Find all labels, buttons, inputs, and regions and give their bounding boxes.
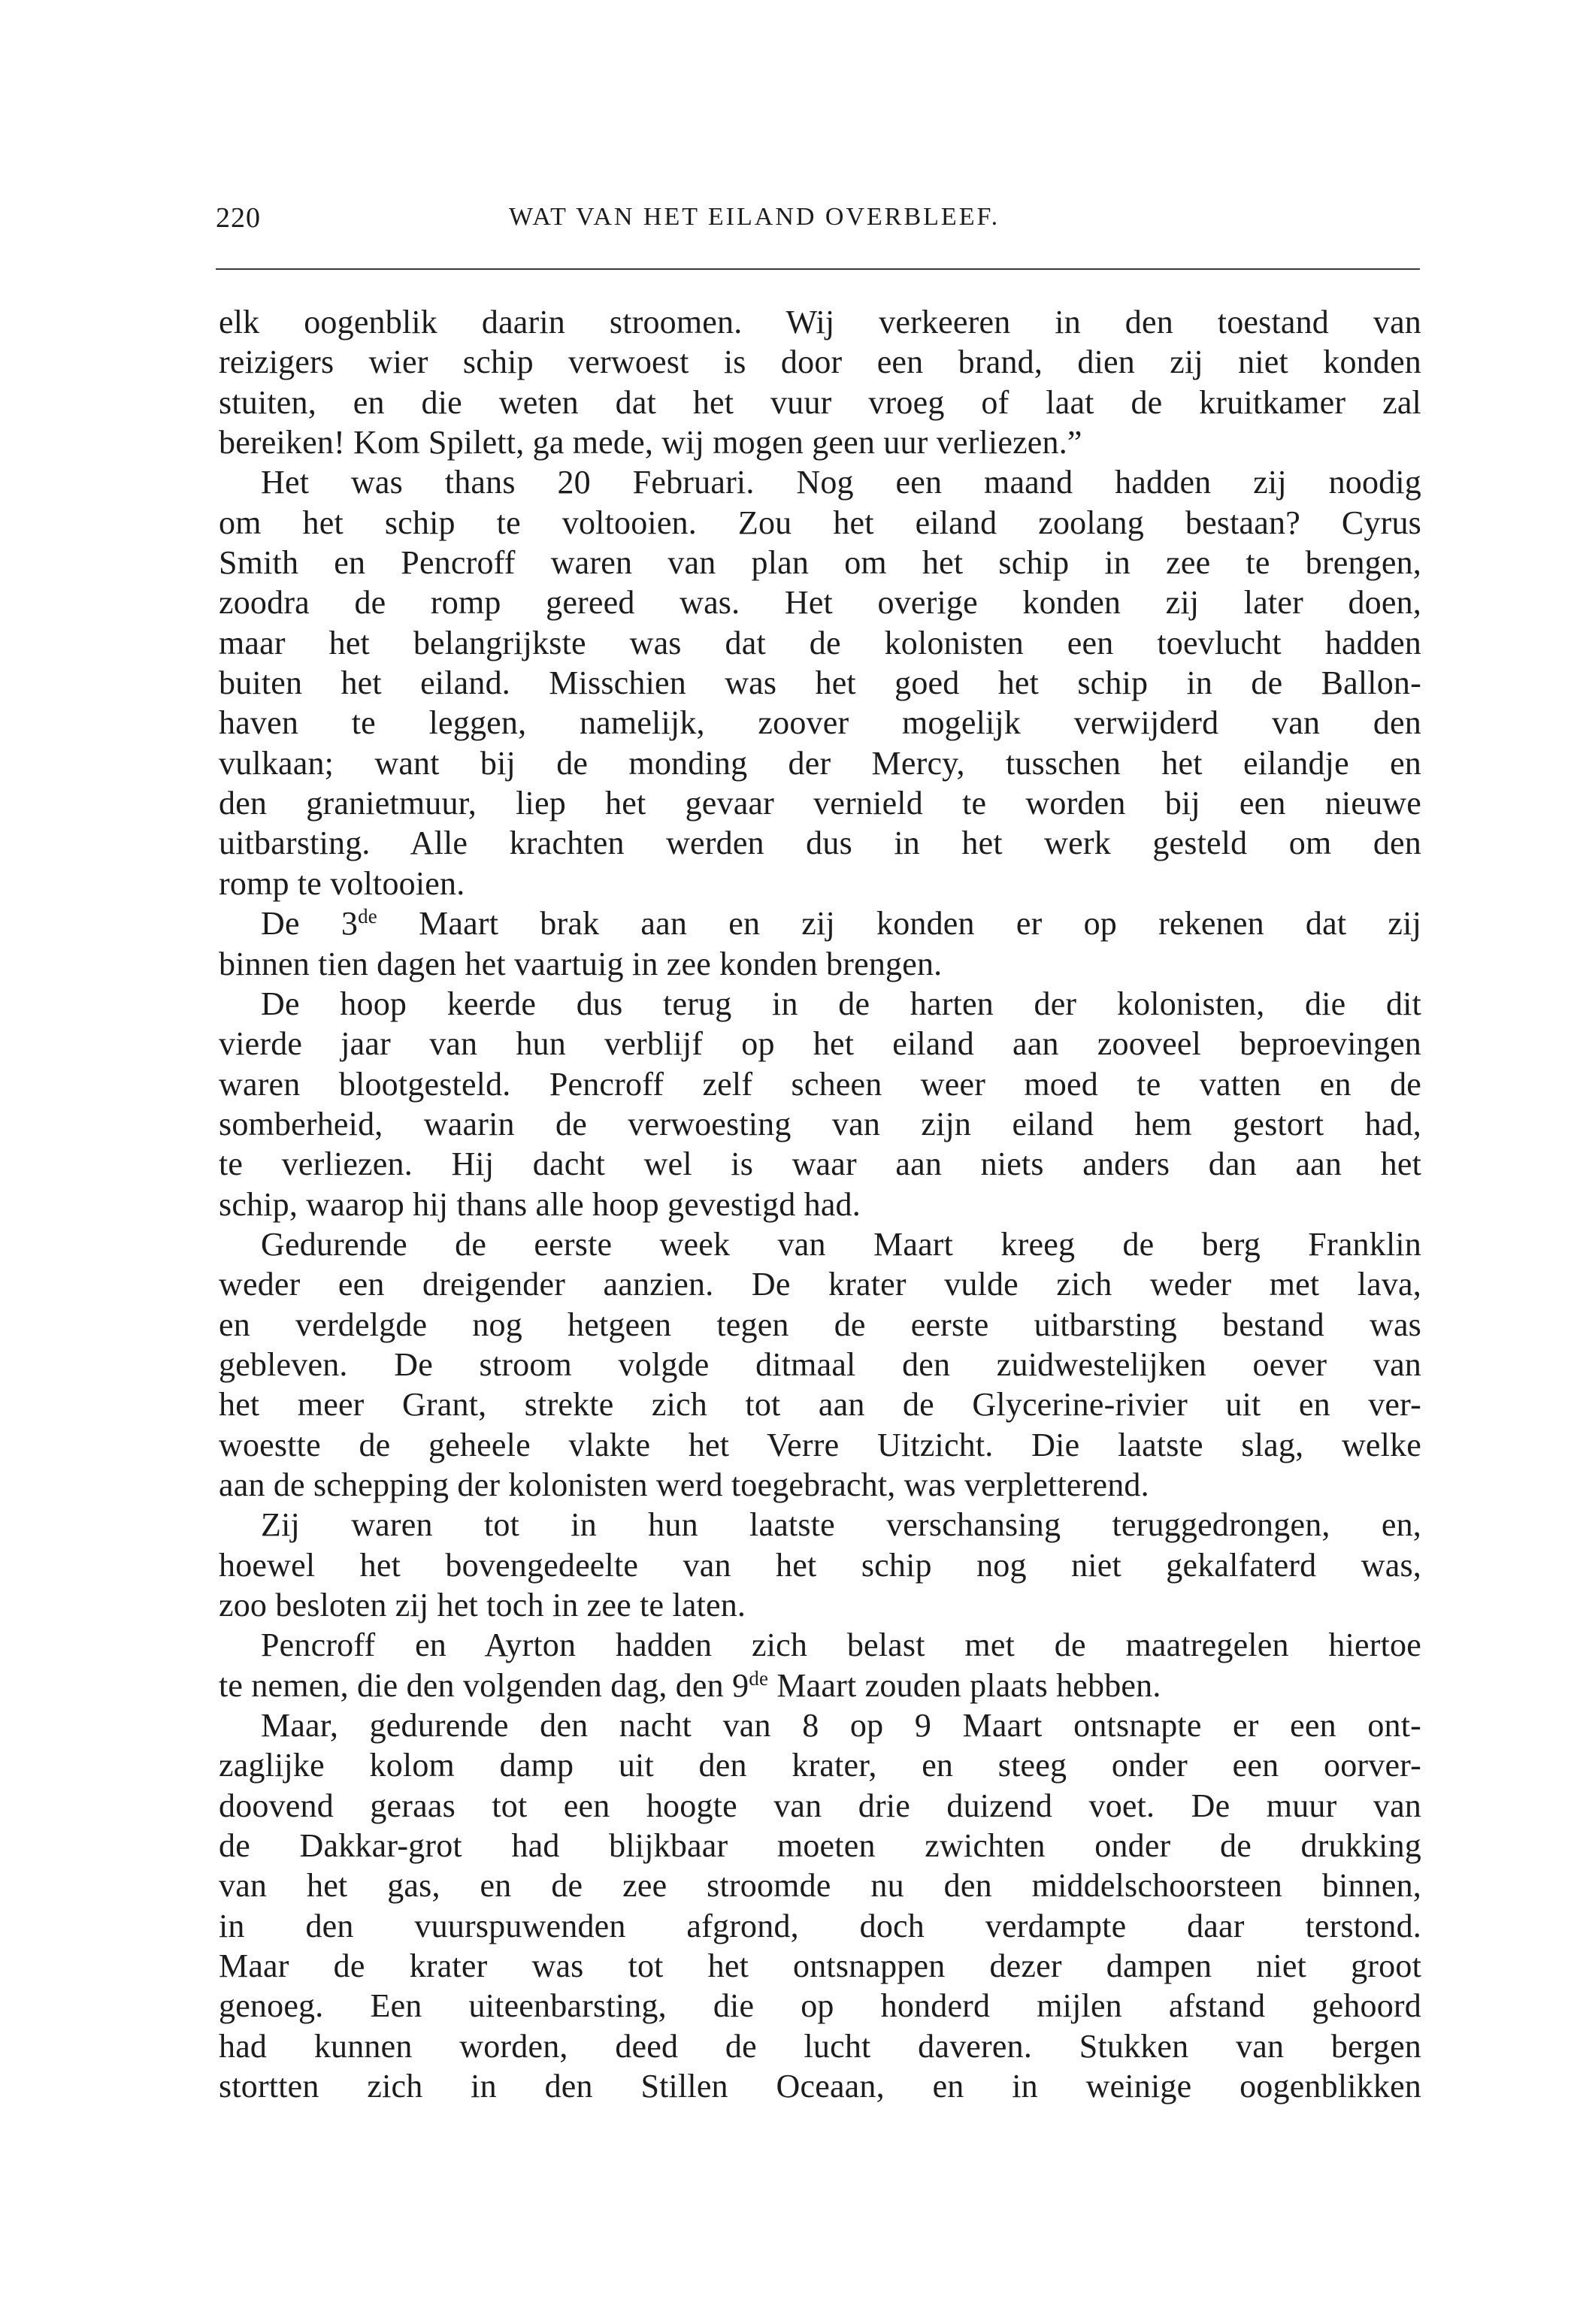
text-line: somberheid, waarin de verwoesting van zijn eiland hem gestort had, (219, 1105, 1421, 1142)
text-line: maar het belangrijkste was dat de kolonisten een toevlucht hadden (219, 624, 1421, 661)
text-line: genoeg. Een uiteenbarsting, die op honderd mijlen afstand gehoord (219, 1987, 1421, 2025)
text-line: de Dakkar-grot had blijkbaar moeten zwichten onder de drukking (219, 1827, 1421, 1865)
text-line: Maar, gedurende den nacht van 8 op 9 Maart ontsnapte er een ont- (261, 1707, 1421, 1745)
text-line: De hoop keerde dus terug in de harten der kolonisten, die dit (261, 985, 1421, 1022)
text-line: Het was thans 20 Februari. Nog een maand hadden zij noodig (261, 464, 1421, 501)
text-line: uitbarsting. Alle krachten werden dus in het werk gesteld om den (219, 825, 1421, 862)
text-line: buiten het eiland. Misschien was het goed het schip in de Ballon- (219, 664, 1421, 702)
text-line: Gedurende de eerste week van Maart kreeg de berg Franklin (261, 1225, 1421, 1263)
text-line: Zij waren tot in hun laatste verschansing teruggedrongen, en, (261, 1506, 1421, 1544)
text-line: Pencroff en Ayrton hadden zich belast met de maatregelen hiertoe (261, 1626, 1421, 1664)
text-line: aan de schepping der kolonisten werd toegebracht, was verpletterend. (219, 1466, 1149, 1503)
text-line: zaglijke kolom damp uit den krater, en steeg onder een oorver- (219, 1747, 1421, 1784)
text-line: te nemen, die den volgenden dag, den 9de Maart zouden plaats hebben. (219, 1666, 1161, 1704)
text-line: waren blootgesteld. Pencroff zelf scheen weer moed te vatten en de (219, 1065, 1421, 1103)
text-line: woestte de geheele vlakte het Verre Uitzicht. Die laatste slag, welke (219, 1426, 1421, 1463)
body-text (219, 302, 1421, 2106)
text-line: haven te leggen, namelijk, zoover mogelijk verwijderd van den (219, 704, 1421, 742)
running-title: WAT VAN HET EILAND OVERBLEEF. (509, 203, 1000, 231)
text-line: bereiken! Kom Spilett, ga mede, wij mogen geen uur verliezen.” (219, 424, 1082, 461)
text-line: hoewel het bovengedeelte van het schip nog niet gekalfaterd was, (219, 1546, 1421, 1584)
text-line: Maar de krater was tot het ontsnappen dezer dampen niet groot (219, 1947, 1421, 1985)
text-line: van het gas, en de zee stroomde nu den middelschoorsteen binnen, (219, 1867, 1421, 1905)
text-line: elk oogenblik daarin stroomen. Wij verkeeren in den toestand van (219, 304, 1421, 340)
text-line: Smith en Pencroff waren van plan om het schip in zee te brengen, (219, 544, 1421, 582)
text-line: had kunnen worden, deed de lucht daveren. Stukken van bergen (219, 2027, 1421, 2065)
text-line: stortten zich in den Stillen Oceaan, en in weinige oogenblikken (219, 2068, 1421, 2105)
page-number: 220 (216, 202, 261, 234)
text-line: schip, waarop hij thans alle hoop gevestigd had. (219, 1185, 861, 1223)
text-line: het meer Grant, strekte zich tot aan de Glycerine-rivier uit en ver- (219, 1386, 1421, 1424)
text-line: om het schip te voltooien. Zou het eiland zoolang bestaan? Cyrus (219, 504, 1421, 541)
text-line: in den vuurspuwenden afgrond, doch verdampte daar terstond. (219, 1907, 1421, 1944)
page-header (216, 201, 1420, 239)
text-line: doovend geraas tot een hoogte van drie duizend voet. De muur van (219, 1787, 1421, 1824)
text-line: weder een dreigender aanzien. De krater vulde zich weder met lava, (219, 1266, 1421, 1303)
text-line: vierde jaar van hun verblijf op het eiland aan zooveel beproevingen (219, 1025, 1421, 1063)
text-line: romp te voltooien. (219, 864, 465, 902)
header-rule (216, 268, 1420, 270)
text-line: den granietmuur, liep het gevaar vernield te worden bij een nieuwe (219, 785, 1421, 822)
text-line: te verliezen. Hij dacht wel is waar aan niets anders dan aan het (219, 1145, 1421, 1183)
text-line: binnen tien dagen het vaartuig in zee konden brengen. (219, 945, 943, 982)
text-line: zoodra de romp gereed was. Het overige konden zij later doen, (219, 584, 1421, 622)
text-line: reizigers wier schip verwoest is door een brand, dien zij niet konden (219, 343, 1421, 381)
text-line: vulkaan; want bij de monding der Mercy, tusschen het eilandje en (219, 744, 1421, 782)
text-line: zoo besloten zij het toch in zee te laten. (219, 1587, 746, 1623)
text-line: en verdelgde nog hetgeen tegen de eerste uitbarsting bestand was (219, 1306, 1421, 1343)
text-line: De 3de Maart brak aan en zij konden er op rekenen dat zij (261, 905, 1421, 943)
text-line: gebleven. De stroom volgde ditmaal den zuidwestelijken oever van (219, 1345, 1421, 1383)
text-line: stuiten, en die weten dat het vuur vroeg of laat de kruitkamer zal (219, 383, 1421, 421)
